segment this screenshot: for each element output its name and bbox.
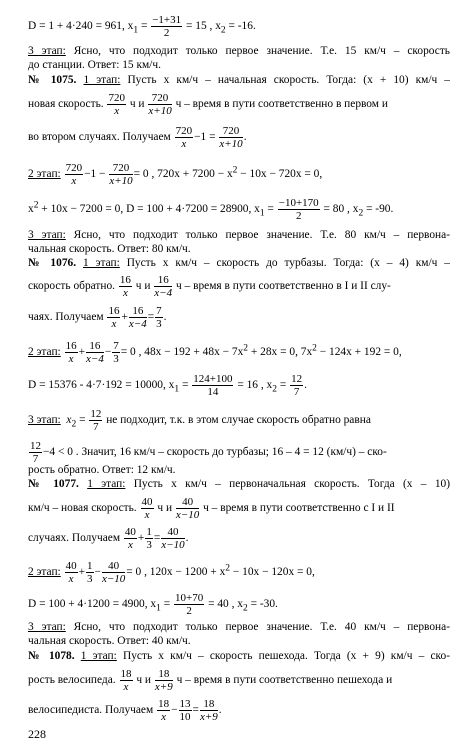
den: 2 [163,27,170,39]
den: x [123,681,129,693]
text: ч и [157,502,173,515]
problem-number: № 1076. [28,257,77,269]
text: Пусть x км/ч – начальная скорость. Тогда: (x + 10) км/ч – [120,74,450,86]
num: 16 [108,305,120,317]
den: x [122,287,128,299]
sup: 2 [225,563,231,574]
text: = -90. [363,203,394,216]
num: 720 [65,162,83,174]
text: чальная скорость. Ответ: 80 км/ч. [28,243,191,255]
text: = 40 , x [205,598,243,611]
num: 18 [155,668,173,681]
fraction [155,305,163,330]
page-number: 228 [28,727,46,741]
den: x+10 [109,175,133,187]
num: 1 [146,526,152,538]
den: x [181,138,187,150]
num: 16 [119,274,131,286]
text: Пусть x км/ч – скорость пешехода. Тогда (x + 9) км/ч – ско- [116,650,450,662]
stage-label: 2 этап: [28,566,61,579]
den: 3 [146,539,152,551]
num: 16 [65,340,77,352]
num: 12 [90,408,102,420]
text: . [218,704,222,717]
num: 16 [129,305,147,318]
line [28,58,450,72]
num: 12 [30,440,41,452]
text: − 10x − 120x = 0, [230,566,315,579]
den: x−4 [86,353,104,365]
text: рость обратно. Ответ: 12 км/ч. [28,464,176,476]
text: случаях. Получаем [28,532,121,545]
fraction [141,496,154,521]
fraction [112,340,120,365]
text: . [163,311,167,324]
text: = 16 , x [234,379,273,392]
den: 2 [186,605,192,617]
fraction [192,373,233,398]
num: 18 [120,668,132,680]
line [28,668,450,693]
line [28,44,450,58]
den: x+10 [148,105,172,117]
text: = -16. [225,20,256,33]
num: 7 [113,340,119,352]
text: Ясно, что подходит только первое значение. Т.е. 15 км/ч – скорость [65,45,450,57]
num: 40 [141,496,153,508]
den: x [68,573,74,585]
line [28,228,450,242]
line: 2 этап: $\frac{16}{x}$ + $\frac{16}{x-4}$ − $\frac{7}{3}$ = 0 , $48x - 192 + 48x - 7x^2 + 28x = 0$, $7x^2 - 124x + 192 = 0$, [28,340,402,365]
text: рость велосипеда. [28,674,116,687]
num: 12 [291,373,303,385]
line [28,440,450,465]
text: ч – время в пути соответственно в первом и [175,98,388,111]
text: − 10x − 720x = 0, [237,168,323,181]
text: D = 1 + 4·240 = 961, x [28,20,134,33]
text: −4 < 0 . Значит, 16 км/ч – скорость до турбазы; 16 – 4 = 12 (км/ч) – ско- [43,446,387,459]
stage-label: 3 этап: [28,229,66,241]
fraction [174,592,204,617]
text: ч и [135,280,151,293]
text: = -30. [247,598,278,611]
line [28,92,450,117]
problem-number: № 1077. [28,478,79,490]
den: x−10 [161,539,185,551]
text: Пусть x км/ч – первоначальная скорость. Тогда (x – 10) [125,478,450,490]
fraction [200,698,218,723]
stage-label: 3 этап: [28,414,61,427]
text: новая скорость. [28,98,104,111]
sub: 1 [174,384,180,395]
line [28,649,450,663]
fraction [161,526,184,551]
text: + 10x − 7200 = 0, D = 100 + 4·7200 = 28900, x [38,203,260,216]
sub: 2 [272,384,277,395]
line: D = 15376 - 4·7·192 = 10000, $x_1$ = $\frac{124+100}{14}$ = 16 , $x_2$ = $\frac{12}{7}$ . [28,373,307,398]
text: км/ч – новая скорость. [28,502,137,515]
den: x [111,318,117,330]
line [28,256,450,270]
text: не подходит, т.к. в этом случае скорость обратно равна [103,414,371,427]
den: x [161,711,166,723]
fraction [278,197,320,222]
fraction [157,698,170,723]
num: 18 [200,698,218,711]
sup: 2 [243,343,249,354]
stage-label: 3 этап: [28,45,66,57]
text: = 80 , x [320,203,359,216]
den: x−10 [101,573,126,585]
text: . [185,532,189,545]
text: Ясно, что подходит только первое значение. Т.е. 80 км/ч – первона- [65,229,450,241]
num: 40 [65,560,77,572]
sub: 1 [156,603,161,614]
num: 16 [154,274,172,287]
problem-number: № 1078. [28,650,75,662]
num: 13 [179,698,191,710]
line [28,477,450,491]
sub: 2 [358,208,364,219]
den: x [114,105,120,117]
den: x−4 [154,287,173,299]
text: x [28,203,34,216]
text: Пусть x км/ч – скорость до турбазы. Тогда: (x – 4) км/ч – [119,257,450,269]
text: ч – время в пути соответственно с I и II [203,502,395,515]
fraction [145,526,153,551]
fraction [154,274,172,299]
num: −10+170 [278,197,319,209]
text: чаях. Получаем [28,311,104,324]
num: 720 [109,162,132,175]
text: = 0 , 120x − 1200 + x [126,566,226,579]
stage-label: 2 этап: [28,346,61,359]
sup: 2 [33,200,39,211]
text: Ясно, что подходит только первое значение. Т.е. 40 км/ч – первона- [65,621,450,633]
text: = 0 , 48x − 192 + 48x − 7x [120,346,244,359]
num: 10+70 [175,592,204,604]
line-d-961 [28,14,450,39]
den: 7 [32,453,39,465]
den: 2 [295,210,302,222]
line [28,463,450,477]
sup: 2 [312,343,317,354]
fraction [29,440,42,465]
den: x+9 [154,681,173,693]
den: 7 [93,421,99,433]
num: 40 [176,496,199,509]
num: 720 [175,125,193,137]
text: − 124x + 192 = 0, [316,346,402,359]
line [28,496,450,521]
line [28,162,450,187]
den: 3 [87,573,93,585]
fraction [119,274,132,299]
den: 3 [113,353,119,365]
stage-label: 1 этап: [80,650,117,662]
num: 18 [158,698,170,710]
text: = 15 , x [183,20,221,33]
fraction [176,496,199,521]
den: 3 [156,318,162,330]
num: −1+31 [152,14,182,26]
text: + 28x = 0, 7x [248,346,313,359]
line: случаях. Получаем $\frac{40}{x}$ + $\frac{1}{3}$ = $\frac{40}{x-10}$ . [28,526,189,551]
num: 40 [102,560,125,573]
text: D = 15376 - 4·7·192 = 10000, x [28,379,175,392]
text: скорость обратно. [28,280,116,293]
text: ч и [129,98,145,111]
den: x+10 [219,138,243,150]
fraction [107,92,126,117]
den: x−4 [128,318,147,330]
text: чальная скорость. Ответ: 40 км/ч. [28,635,191,647]
fraction [148,92,171,117]
num: 720 [219,125,242,138]
fraction [102,560,125,585]
line [28,125,450,150]
num: 1 [87,560,93,572]
fraction [107,305,120,330]
stage-label: 3 этап: [28,621,66,633]
fraction [109,162,132,187]
fraction [65,162,84,187]
text: ч и [136,674,152,687]
line: $x^2 + 10x - 7200 = 0$, D = 100 + 4·7200 = 28900, $x_1$ = $\frac{-10+170}{2}$ = 80 , $x_2 = -90$. [28,197,394,222]
problem-number: № 1075. [28,74,77,86]
text: до станции. Ответ: 15 км/ч. [28,59,161,71]
line [28,274,450,299]
text: во втором случаях. Получаем [28,131,171,144]
num: 124+100 [193,373,233,385]
line [28,73,450,87]
fraction [175,125,194,150]
den: 10 [179,711,191,723]
den: x [68,353,74,365]
stage-label: 1 этап: [83,74,121,86]
sub: 2 [242,603,248,614]
fraction [89,408,102,433]
den: 7 [293,386,300,398]
text: = [138,20,151,33]
den: x [127,539,133,551]
line: велосипедиста. Получаем $\frac{18}{x}$ − $\frac{13}{10}$ = $\frac{18}{x+9}$ . [28,698,222,723]
fraction [65,340,78,365]
den: x−10 [175,509,200,521]
line: 2 этап: $\frac{40}{x}$ + $\frac{1}{3}$ − $\frac{40}{x-10}$ = 0 , $120x - 1200 + x^2 - 10x - 120x = 0$, [28,560,315,585]
stage-label: 2 этап: [28,168,61,181]
num: 720 [148,92,171,105]
fraction [86,340,104,365]
fraction [219,125,242,150]
sub: 1 [259,208,265,219]
text: велосипедиста. Получаем [28,704,154,717]
den: 14 [207,386,219,398]
fraction [179,698,192,723]
fraction [151,14,182,39]
fraction [120,668,133,693]
num: 40 [161,526,184,539]
num: 720 [108,92,125,104]
line: D = 100 + 4·1200 = 4900, $x_1$ = $\frac{10+70}{2}$ = 40 , $x_2 = -30$. [28,592,278,617]
text: = 0 , 720x + 7200 − x [133,168,233,181]
fraction [290,373,303,398]
line [28,620,450,634]
line [28,242,450,256]
text: ч – время в пути соответственно пешехода и [176,674,393,687]
line [28,634,450,648]
text: −1 − [84,168,106,181]
den: x [144,509,150,521]
num: 16 [86,340,104,353]
text: ч – время в пути соответственно в I и II слу- [175,280,391,293]
text: D = 100 + 4·1200 = 4900, x [28,598,157,611]
line: 3 этап: $x_2$ = $\frac{12}{7}$ не подходит, т.к. в этом случае скорость обратно равна [28,408,371,433]
fraction [86,560,94,585]
sub: 1 [133,25,139,36]
fraction [129,305,147,330]
stage-label: 1 этап: [82,257,120,269]
fraction [124,526,137,551]
sup: 2 [232,165,238,176]
den: x [71,175,77,187]
text: . [243,131,247,144]
text: x [66,414,72,427]
num: 40 [124,526,136,538]
fraction [65,560,78,585]
num: 7 [156,305,162,317]
fraction [155,668,173,693]
sub: 2 [220,25,226,36]
text: −1 = [194,131,216,144]
den: x+9 [199,711,218,723]
stage-label: 1 этап: [87,478,126,490]
text: . [304,379,307,392]
line: чаях. Получаем $\frac{16}{x}$ + $\frac{16}{x-4}$ = $\frac{7}{3}$ . [28,305,167,330]
sub: 2 [71,419,77,430]
